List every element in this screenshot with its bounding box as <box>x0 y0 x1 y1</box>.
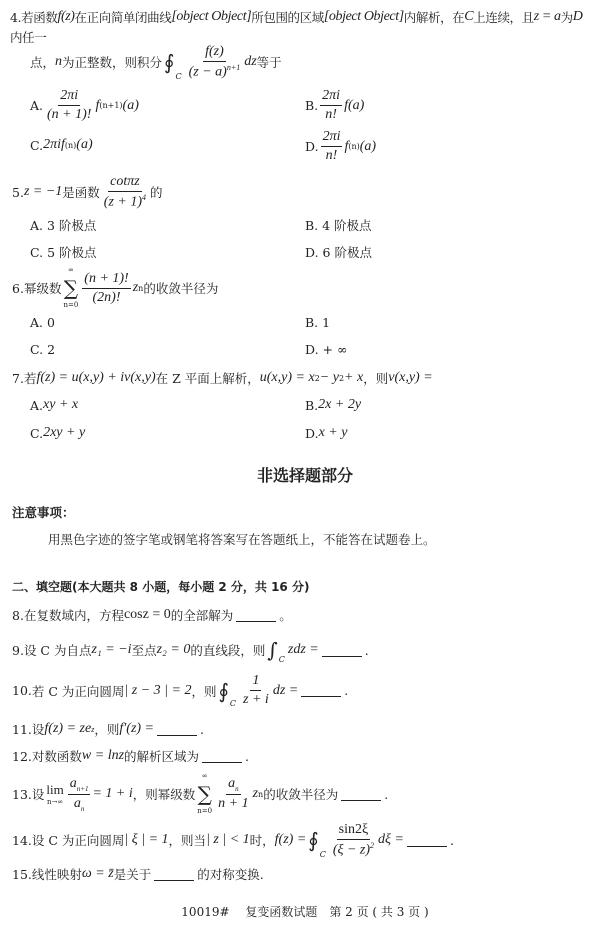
answer-blank[interactable] <box>341 788 381 801</box>
answer-blank[interactable] <box>236 609 276 622</box>
fraction <box>331 822 376 859</box>
text: 等于 <box>256 55 282 71</box>
q-number: 10. <box>12 683 32 698</box>
math: (ξ − z) <box>332 842 371 858</box>
math: n+1 <box>76 784 89 793</box>
math: n=0 <box>63 301 79 309</box>
text: 为 <box>560 10 573 25</box>
denominator <box>72 795 87 813</box>
option-d[interactable]: D. 6 阶极点 <box>305 245 372 260</box>
math: n <box>138 283 144 293</box>
math: z <box>252 786 259 801</box>
math: [object Object] <box>323 9 404 24</box>
option-label: B. <box>305 397 319 413</box>
question-13 <box>12 772 388 816</box>
notice-text: 用黑色字迹的签字笔或钢笔将答案写在答题纸上，不能答在试题卷上。 <box>48 532 436 547</box>
text: ，则当 <box>168 833 207 849</box>
denominator: n + 1 <box>218 795 249 811</box>
math: 2 <box>314 373 320 383</box>
math: 2xy + y <box>43 425 86 440</box>
text: ，则幂级数 <box>132 787 196 802</box>
page-footer: 10019# 复变函数试题 第 2 页 ( 共 3 页 ) <box>181 905 429 919</box>
math: n=0 <box>197 807 213 815</box>
question-11 <box>12 720 204 738</box>
text: . <box>344 683 349 698</box>
math: f(z) <box>57 9 75 24</box>
text: 设 <box>31 722 45 737</box>
q-number: 15. <box>12 866 32 882</box>
option-c[interactable] <box>30 425 85 441</box>
option-label: B. <box>305 98 319 113</box>
text: ，则 <box>94 722 120 737</box>
math: n+1 <box>226 63 241 72</box>
math: ω = z̄ <box>81 866 114 881</box>
math: z = −1 <box>23 184 63 200</box>
text: 的收敛半径为 <box>263 787 339 802</box>
text: . <box>384 786 389 802</box>
math: f(z) = <box>274 832 307 848</box>
math: 2 <box>338 373 345 383</box>
numerator: f(z) <box>203 44 226 62</box>
question-4-line2 <box>30 44 282 81</box>
math: n <box>235 784 239 793</box>
math: z₂ = 0 <box>156 642 191 657</box>
math: (z − a) <box>188 64 227 80</box>
text: ，则 <box>191 683 217 699</box>
summation <box>63 266 78 310</box>
option-label: C. <box>30 137 44 153</box>
math: C <box>229 699 237 708</box>
question-5 <box>12 174 163 211</box>
text: 若 C 为正向圆周 <box>31 683 125 699</box>
math: zdz = <box>287 642 319 657</box>
option-d[interactable] <box>305 129 376 164</box>
math: 4 <box>142 193 147 202</box>
answer-blank[interactable] <box>301 684 341 697</box>
question-10 <box>12 673 348 708</box>
math: n <box>80 804 85 813</box>
q-number: 11. <box>12 721 32 737</box>
math: (n+1) <box>99 101 123 110</box>
math: 2 <box>370 841 375 850</box>
option-label: A. <box>30 98 44 113</box>
math: | z − 3 | = 2 <box>124 682 192 698</box>
option-a[interactable] <box>30 397 78 413</box>
math: cosz = 0 <box>123 607 171 622</box>
text: 设 <box>31 787 45 802</box>
text: 点， <box>30 55 56 71</box>
math: xy + x <box>43 397 79 412</box>
math: dz <box>244 54 257 70</box>
text: 的全部解为 <box>170 608 234 623</box>
option-label: A. <box>30 397 44 413</box>
section-heading: 非选择题部分 <box>256 466 353 485</box>
math: + x <box>344 370 364 385</box>
answer-blank[interactable] <box>154 868 194 881</box>
option-c[interactable]: C. 5 阶极点 <box>30 245 97 260</box>
text: 的对称变换. <box>197 867 264 882</box>
option-a[interactable]: A. 3 阶极点 <box>30 218 97 233</box>
math: z <box>91 724 95 734</box>
notice-title: 注意事项： <box>12 505 75 520</box>
numerator <box>226 776 241 795</box>
text: 设 C 为正向圆周 <box>31 833 125 849</box>
numerator: (n + 1)! <box>82 271 130 289</box>
text: 所包围的区域 <box>251 10 324 25</box>
numerator: 1 <box>250 673 261 691</box>
question-7 <box>12 369 433 387</box>
q-number: 7. <box>12 370 24 386</box>
numerator: 2πi <box>58 88 80 106</box>
answer-blank[interactable] <box>407 834 447 847</box>
denominator: (n + 1)! <box>47 107 92 122</box>
math: a <box>228 776 236 792</box>
denominator: z + i <box>243 692 269 707</box>
text: . <box>364 642 369 658</box>
math: (n) <box>348 142 360 151</box>
math: a <box>73 795 81 811</box>
text: 是关于 <box>113 867 152 882</box>
option-b[interactable]: B. 1 <box>305 315 331 330</box>
math: n <box>258 789 264 799</box>
math: | z | < 1 <box>206 832 250 848</box>
text: 的收敛半径为 <box>143 281 219 296</box>
math: f(a) <box>344 97 365 113</box>
math: u(x,y) = x <box>259 370 315 385</box>
q-number: 14. <box>12 832 32 848</box>
fraction <box>320 88 342 123</box>
text: ，则 <box>363 371 389 386</box>
q-number: 6. <box>12 280 24 296</box>
fraction <box>241 673 271 708</box>
denominator: n! <box>325 107 337 122</box>
math: f(z) = ze <box>44 721 92 736</box>
math: (z + 1) <box>103 194 143 210</box>
limit <box>46 782 63 807</box>
fraction <box>45 88 93 123</box>
math: C <box>319 849 326 859</box>
section-title: 二、填空题(本大题共 8 小题，每小题 2 分，共 16 分) <box>12 580 310 594</box>
numerator <box>68 776 91 795</box>
text: 。 <box>279 608 292 623</box>
math: a <box>69 775 77 791</box>
text: 若 <box>23 371 37 386</box>
fraction <box>68 776 91 813</box>
numerator: 2πi <box>321 129 343 147</box>
math: (a) <box>76 137 93 152</box>
option-b[interactable] <box>305 88 364 123</box>
text: . <box>245 748 250 764</box>
text: 上连续，且 <box>473 10 534 25</box>
text: 内解析，在 <box>403 10 465 25</box>
math: w = lnz <box>81 748 125 763</box>
text: 设 C 为自点 <box>23 643 92 658</box>
option-label: D. <box>305 139 319 154</box>
numerator: 2πi <box>320 88 342 106</box>
option-c[interactable] <box>30 137 93 153</box>
fraction <box>216 776 250 812</box>
math: ∞ <box>201 772 208 780</box>
summation <box>197 772 212 816</box>
question-9 <box>12 636 369 664</box>
text: 在复数域内，方程 <box>23 608 124 623</box>
answer-blank[interactable] <box>202 750 242 763</box>
text: . <box>200 721 204 737</box>
text: 是函数 <box>62 185 100 201</box>
numerator: sin2ξ <box>337 822 371 840</box>
question-6 <box>12 266 218 310</box>
text: . <box>450 832 454 848</box>
math: C <box>278 655 285 664</box>
text: 至点 <box>131 643 157 658</box>
math: z₁ = −i <box>91 642 132 657</box>
fraction <box>82 271 130 306</box>
integral-sign: ∫ <box>267 638 278 662</box>
math: dz = <box>272 682 299 698</box>
text: 的直线段，则 <box>190 643 266 658</box>
question-8 <box>12 606 292 624</box>
math: f <box>95 97 100 113</box>
math: x + y <box>318 425 348 440</box>
option-b[interactable]: B. 4 阶极点 <box>305 218 372 233</box>
option-a[interactable] <box>30 88 139 123</box>
q-number: 9. <box>12 642 24 658</box>
text: 在 Z 平面上解析， <box>155 371 260 386</box>
text: 若函数 <box>21 10 58 25</box>
fraction <box>321 129 343 164</box>
math: z <box>132 280 139 295</box>
question-12 <box>12 747 249 765</box>
math: D <box>572 9 583 24</box>
text: 对数函数 <box>31 749 82 764</box>
math: = 1 + i <box>92 786 133 801</box>
q-number: 8. <box>12 607 24 623</box>
math: | ξ | = 1 <box>124 832 169 848</box>
math: 2x + 2y <box>318 397 362 412</box>
text: 幂级数 <box>23 281 62 296</box>
sigma-sign: ∑ <box>63 276 78 300</box>
math: dξ = <box>378 832 404 848</box>
text: 的 <box>150 185 163 201</box>
question-15 <box>12 865 264 883</box>
math: f′(z) = <box>119 721 154 736</box>
sigma-sign: ∑ <box>197 782 212 806</box>
q-number: 5. <box>12 184 24 200</box>
contour-integral-sign: ∮ <box>218 678 229 703</box>
math: v(x,y) = <box>388 370 433 385</box>
math: 2πif <box>43 137 65 152</box>
fraction <box>187 44 243 81</box>
math: lim <box>46 781 64 797</box>
math: [object Object] <box>171 9 252 24</box>
option-label: D. <box>305 425 319 441</box>
math: (a) <box>122 97 139 113</box>
option-b[interactable] <box>305 397 361 413</box>
q-number: 13. <box>12 786 32 802</box>
math: C <box>464 9 474 24</box>
option-label: C. <box>30 425 44 441</box>
math: n <box>55 54 63 70</box>
text: 时， <box>249 833 275 849</box>
math: − y <box>319 370 339 385</box>
denominator <box>187 62 243 81</box>
math: (a) <box>359 138 377 154</box>
denominator <box>331 840 376 859</box>
math: n→∞ <box>46 797 64 806</box>
text: 内任一 <box>10 30 47 45</box>
math: ∞ <box>67 266 74 274</box>
option-d[interactable]: D. + ∞ <box>305 342 348 357</box>
math: z = a <box>533 9 561 24</box>
text: 线性映射 <box>31 867 82 882</box>
option-c[interactable]: C. 2 <box>30 342 56 357</box>
numerator: cotπz <box>108 174 142 192</box>
option-d[interactable] <box>305 425 347 441</box>
math: f <box>344 138 349 154</box>
question-14 <box>12 822 454 859</box>
math: C <box>175 71 182 81</box>
math: (n) <box>64 140 77 150</box>
answer-blank[interactable] <box>322 644 362 657</box>
text: 为正整数，则积分 <box>62 55 163 71</box>
contour-integral-sign: ∮ <box>164 50 175 75</box>
option-a[interactable]: A. 0 <box>30 315 55 330</box>
math: f(z) = u(x,y) + iv(x,y) <box>36 370 156 385</box>
fraction <box>102 174 148 211</box>
contour-integral-sign: ∮ <box>308 828 319 853</box>
text: 的解析区域为 <box>124 749 200 764</box>
denominator: (2n)! <box>92 289 121 305</box>
q-number: 4. <box>10 9 22 25</box>
denominator <box>102 192 148 211</box>
answer-blank[interactable] <box>157 723 197 736</box>
text: 在正向简单闭曲线 <box>74 10 172 25</box>
question-4 <box>10 8 602 46</box>
q-number: 12. <box>12 748 32 764</box>
denominator: n! <box>325 148 338 163</box>
